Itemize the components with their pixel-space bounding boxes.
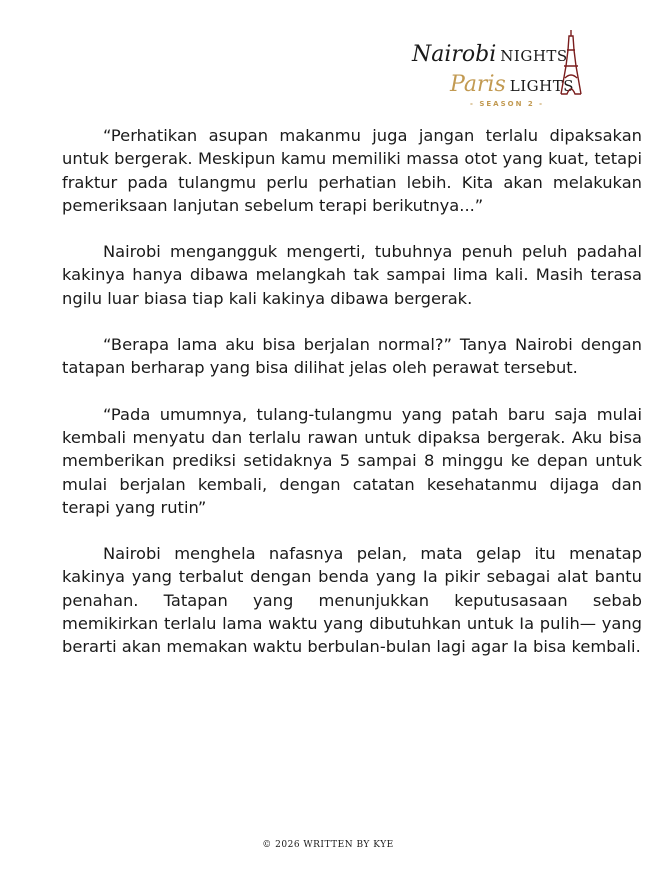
paragraph: “Perhatikan asupan makanmu juga jangan terlalu dipaksakan untuk bergerak. Meskipun kamu memiliki massa otot yang kuat, tetapi fraktur pada tulangmu perlu perhatian lebih. Kita akan melakukan pemeriksaan lanjutan sebelum terapi berikutnya...” xyxy=(62,126,642,215)
logo-word-nairobi: Nairobi xyxy=(412,42,497,67)
paragraph: “Pada umumnya, tulang-tulangmu yang patah baru saja mulai kembali menyatu dan terlalu rawan untuk dipaksa bergerak. Aku bisa memberikan prediksi setidaknya 5 sampai 8 minggu ke depan untuk mulai berjalan kembali, dengan catatan kesehatanmu dijaga dan terapi yang rutin” xyxy=(62,404,642,517)
paragraph: Nairobi menghela nafasnya pelan, mata gelap itu menatap kakinya yang terbalut dengan benda yang Ia pikir sebagai alat bantu penahan. Tatapan yang menunjukkan keputusasaan sebab memikirkan terlalu lama waktu yang dibutuhkan untuk Ia pulih— yang berarti akan memakan waktu berbulan-bulan lagi agar Ia bisa kembali. xyxy=(62,544,642,657)
logo-line-2 xyxy=(450,72,574,97)
paragraph: “Berapa lama aku bisa berjalan normal?” Tanya Nairobi dengan tatapan berharap yang bisa dilihat jelas oleh perawat tersebut. xyxy=(62,335,642,378)
logo-word-nights: NIGHTS xyxy=(500,47,568,65)
logo-word-lights: LIGHTS xyxy=(509,77,575,95)
series-logo xyxy=(410,30,590,114)
footer-copyright: © 2026 WRITTEN BY KYE xyxy=(262,840,394,850)
logo-season: - SEASON 2 - xyxy=(470,100,545,108)
eiffel-tower-icon xyxy=(558,30,584,96)
paragraph: Nairobi mengangguk mengerti, tubuhnya penuh peluh padahal kakinya hanya dibawa melangkah tak sampai lima kali. Masih terasa ngilu luar biasa tiap kali kakinya dibawa bergerak. xyxy=(62,242,642,308)
story-text xyxy=(62,124,642,682)
logo-line-1 xyxy=(412,42,568,67)
logo-word-paris: Paris xyxy=(450,72,506,97)
